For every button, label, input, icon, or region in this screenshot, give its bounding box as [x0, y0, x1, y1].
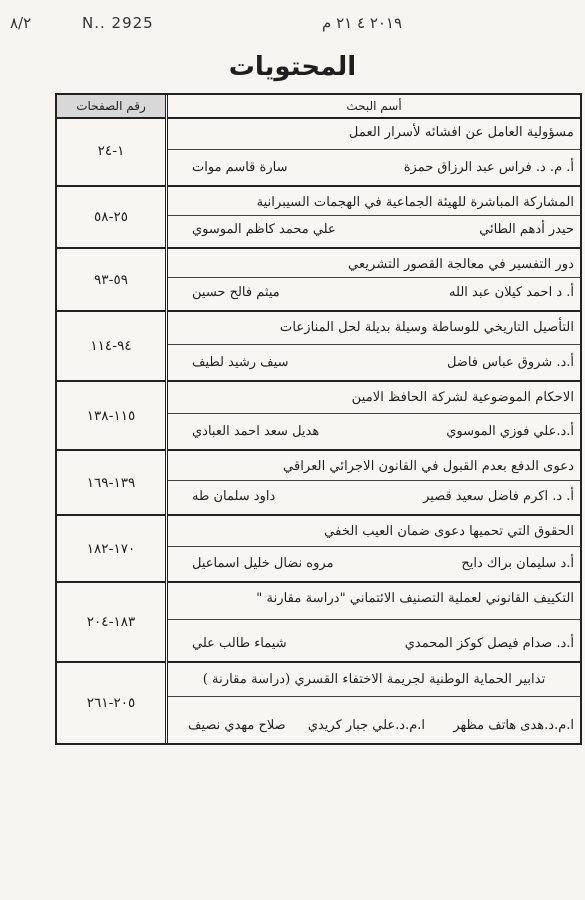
research-name-header: أسم البحث — [168, 95, 580, 119]
author-name: حيدر أدهم الطائي — [479, 222, 574, 237]
author-name: أ.د سليمان براك دايح — [461, 556, 574, 571]
research-title: المشاركة المباشرة للهيئة الجماعية في الهجمات السيبرانية — [168, 187, 580, 216]
contents-table — [55, 93, 582, 745]
page-numbers-header: رقم الصفحات — [57, 95, 165, 119]
research-title: دور التفسير في معالجة القصور التشريعي — [168, 249, 580, 278]
author-name: علي محمد كاظم الموسوي — [192, 222, 336, 237]
author-name: مروه نضال خليل اسماعيل — [192, 556, 334, 571]
page-range: ٢٥-٥٨ — [57, 187, 165, 249]
research-title: الحقوق التي تحميها دعوى ضمان العيب الخفي — [168, 516, 580, 547]
toc-entry — [168, 117, 580, 187]
page-range: ١٧٠-١٨٢ — [57, 516, 165, 583]
toc-entry — [168, 382, 580, 451]
author-name: أ. د. اكرم فاضل سعيد قصير — [423, 489, 574, 504]
page-range: ١٣٩-١٦٩ — [57, 451, 165, 516]
author-name: سارة قاسم موات — [192, 160, 288, 175]
toc-entry — [168, 312, 580, 382]
author-name: أ. د احمد كيلان عبد الله — [449, 285, 574, 300]
handwritten-number: N.. 2925 — [82, 14, 154, 32]
pages-column — [57, 95, 165, 743]
author-name: ميثم فالح حسين — [192, 285, 280, 300]
page-range: ٩٤-١١٤ — [57, 312, 165, 382]
research-title: التكييف القانوني لعملية التصنيف الائتماني "دراسة مقارنة " — [168, 583, 580, 620]
page-range: ١-٢٤ — [57, 117, 165, 187]
toc-entry — [168, 249, 580, 312]
author-name: أ.د. شروق عباس فاضل — [446, 355, 574, 370]
research-title: دعوى الدفع بعدم القبول في القانون الاجرائي العراقي — [168, 451, 580, 481]
author-name: أ.د.علي فوزي الموسوي — [446, 424, 574, 439]
toc-entry — [168, 187, 580, 249]
research-title: تدابير الحماية الوطنية لجريمة الاختفاء القسري (دراسة مقارنة ) — [168, 663, 580, 697]
author-name: أ. م. د. فراس عبد الرزاق حمزة — [403, 160, 574, 175]
toc-entry — [168, 583, 580, 663]
handwritten-page-fraction: ٨/٢ — [10, 14, 32, 32]
research-title: مسؤولية العامل عن افشائه لأسرار العمل — [168, 117, 580, 150]
author-name: ا.م.د.علي جبار كريدي — [307, 718, 425, 733]
page-title: المحتويات — [228, 52, 357, 82]
toc-entry — [168, 451, 580, 516]
handwritten-date: ٢٠١٩ ٤ ٢١ م — [322, 14, 403, 32]
author-name: داود سلمان طه — [192, 489, 276, 504]
toc-entry — [168, 663, 580, 743]
toc-entry — [168, 516, 580, 583]
research-title: الاحكام الموضوعية لشركة الحافظ الامين — [168, 382, 580, 414]
page-range: ٢٠٥-٢٦١ — [86, 695, 136, 711]
author-name: شيماء طالب علي — [192, 636, 287, 651]
author-name: هديل سعد احمد العبادي — [192, 424, 320, 439]
author-name: سيف رشيد لطيف — [192, 355, 289, 370]
page-range: ٥٩-٩٣ — [57, 249, 165, 312]
page-range: ١٨٣-٢٠٤ — [57, 583, 165, 663]
research-title: التأصيل التاريخي للوساطة وسيلة بديلة لحل المنازعات — [168, 312, 580, 345]
author-name: أ.د. صدام فيصل كوكز المحمدي — [404, 636, 574, 651]
author-name: صلاح مهدي نصيف — [188, 718, 286, 733]
author-name: ا.م.د.هدى هاتف مظهر — [453, 718, 574, 733]
page-range: ١١٥-١٣٨ — [57, 382, 165, 451]
research-column — [165, 95, 580, 743]
